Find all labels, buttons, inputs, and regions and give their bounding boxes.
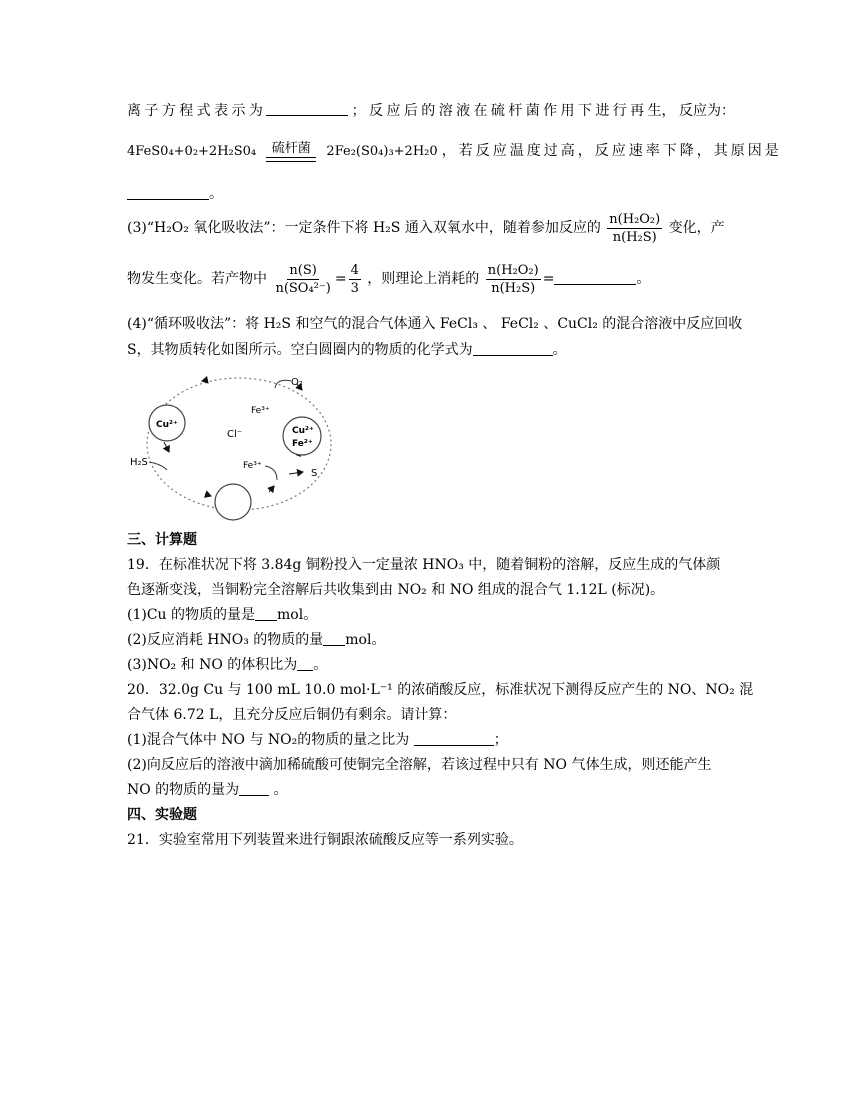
cycle-diagram [127, 370, 342, 522]
equal-bars [266, 157, 316, 162]
punct: 。 [552, 342, 567, 358]
fraction-numerator: n(H₂O₂) [609, 211, 661, 227]
fraction-denominator: n(H₂S) [612, 229, 657, 245]
label-cu2-right: Cu²⁺ [292, 426, 314, 436]
q19-text: (3)NO₂ 和 NO 的体积比为 [127, 657, 298, 673]
punct: 。 [273, 782, 288, 798]
answer-blank[interactable] [323, 631, 345, 646]
answer-blank[interactable] [239, 781, 269, 796]
char: 用 [560, 103, 575, 119]
char: 行 [612, 103, 627, 119]
char: 应 [386, 103, 401, 119]
char: 杆 [508, 103, 523, 119]
char: 进 [595, 103, 610, 119]
q19-text: (1)Cu 的物质的量是 [127, 607, 256, 623]
answer-blank[interactable] [414, 731, 494, 746]
punct: 。 [636, 271, 651, 287]
arrow-left [164, 442, 169, 452]
punct: ； [493, 732, 508, 748]
char: 示 [231, 103, 246, 119]
char: 式 [196, 103, 211, 119]
char: 下 [577, 103, 592, 119]
label-cu2-left: Cu²⁺ [156, 420, 178, 430]
punct: 。 [209, 186, 223, 202]
char: 作 [543, 103, 558, 119]
label-fe3-bottom: Fe³⁺ [243, 461, 262, 471]
blank-circle[interactable] [215, 484, 251, 520]
fraction-h2o2-h2s [607, 211, 662, 246]
char: 的 [421, 103, 436, 119]
answer-blank[interactable] [266, 101, 348, 116]
cu-fe-circle-right [283, 417, 321, 455]
answer-blank[interactable] [297, 656, 313, 671]
q4-line1: (4)“循环吸收法”：将 H₂S 和空气的混合气体通入 FeCl₃ 、 FeCl₂ 、CuCl₂ 的混合溶液中反应回收 [127, 316, 743, 332]
answer-blank[interactable] [255, 606, 277, 621]
char: ； [351, 103, 366, 119]
q3-text: 物发生变化。若产物中 [127, 271, 267, 287]
section-heading: 三、计算题 [127, 532, 197, 548]
arrow-bottom [205, 494, 211, 496]
catalyst-label: 硫杆菌 [271, 141, 311, 156]
fraction-numerator: 4 [350, 262, 359, 278]
fraction-numerator: n(S) [289, 262, 317, 278]
text-line [127, 184, 223, 204]
char: 方 [161, 103, 176, 119]
equation-rhs: 2Fe₂(S0₄)₃+2H₂0 [326, 144, 438, 159]
q20-part1 [127, 730, 508, 750]
label-fe3-top: Fe³⁺ [251, 406, 270, 416]
q20-part2-line1: (2)向反应后的溶液中滴加稀硫酸可使铜完全溶解，若该过程中只有 NO 气体生成，则还能产生 [127, 757, 712, 773]
q20-line2: 合气体 6.72 L，且充分反应后铜仍有剩余。请计算： [127, 707, 457, 723]
label-h2s: H₂S [130, 457, 148, 468]
q20-text: (1)混合气体中 NO 与 NO₂的物质的量之比为 [127, 732, 410, 748]
char: 子 [144, 103, 159, 119]
q21-text: 21．实验室常用下列装置来进行铜跟浓硫酸反应等一系列实验。 [127, 832, 523, 848]
section-heading: 四、实验题 [127, 807, 197, 823]
fraction-denominator: n(SO₄²⁻) [275, 280, 331, 296]
char: 再 [630, 103, 645, 119]
char: 硫 [490, 103, 505, 119]
label-o2: O₂ [291, 377, 303, 388]
equation-tail: ，若反应温度过高，反应速率下降，其原因是 [441, 143, 782, 159]
q19-text: mol。 [345, 632, 386, 648]
q3-text: ，则理论上消耗的 [367, 271, 480, 287]
q20-text: NO 的物质的量为 [127, 782, 240, 798]
q19-part2 [127, 630, 385, 650]
q3-text: 变化，产 [668, 220, 725, 236]
q19-text: (2)反应消耗 HNO₃ 的物质的量 [127, 632, 324, 648]
fraction-s-so4 [273, 262, 332, 297]
char: 液 [456, 103, 471, 119]
reaction-arrow [266, 141, 316, 162]
char: 生， [647, 103, 676, 119]
answer-blank[interactable] [473, 341, 553, 356]
q3-line2: 物发生变化。若产物中 $\frac{n(S)}{\text{n(SO₄²⁻)}}$ = $\frac{4}{3}$ ，则理论上消耗的 $\frac{\text{n(H₂O₂)}}{\text{n(H₂S)}}$ = 。 [127, 262, 651, 296]
label-s: S [311, 468, 318, 479]
char: 离 [127, 103, 141, 119]
char: 为 [248, 103, 263, 119]
char: 溶 [438, 103, 453, 119]
q4-line2 [127, 340, 567, 360]
answer-blank[interactable] [127, 185, 209, 200]
q20-part2-line2 [127, 780, 288, 800]
q19-line2: 色逐渐变浅，当铜粉完全溶解后共收集到由 NO₂ 和 NO 组成的混合气 1.12L (标况)。 [127, 582, 665, 598]
q19-line1: 19．在标准状况下将 3.84g 铜粉投入一定量浓 HNO₃ 中，随着铜粉的溶解，反应生成的气体颜 [127, 557, 721, 573]
char: 反 [369, 103, 384, 119]
answer-blank[interactable] [554, 270, 636, 285]
label-cl: Cl⁻ [227, 429, 243, 440]
char: 在 [473, 103, 488, 119]
char: 表 [214, 103, 229, 119]
q19-part1 [127, 605, 317, 625]
fraction-4-3 [349, 262, 361, 297]
char: 程 [179, 103, 194, 119]
equation-line [127, 133, 782, 170]
q3-line1 [127, 208, 725, 248]
char: 反应为： [678, 103, 735, 119]
fraction-denominator: n(H₂S) [491, 280, 536, 296]
q4-text: S，其物质转化如图所示。空白圆圈内的物质的化学式为 [127, 342, 473, 358]
char: 菌 [525, 103, 540, 119]
q19-part3 [127, 655, 327, 675]
q3-text: (3)“H₂O₂ 氧化吸收法”：一定条件下将 H₂S 通入双氧水中，随着参加反应的 [127, 220, 601, 236]
arrow-top [202, 380, 207, 381]
label-fe2-right: Fe²⁺ [292, 439, 313, 449]
q19-text: 。 [313, 657, 328, 673]
fraction-denominator: 3 [350, 280, 359, 296]
fraction-numerator: n(H₂O₂) [487, 262, 539, 278]
char: 后 [403, 103, 418, 119]
arrow-bottom-right [269, 486, 274, 492]
q20-line1: 20．32.0g Cu 与 100 mL 10.0 mol·L⁻¹ 的浓硝酸反应，标准状况下测得反应产生的 NO、NO₂ 混 [127, 682, 754, 698]
fraction-h2o2-h2s [486, 262, 541, 297]
equation-lhs: 4FeS0₄+0₂+2H₂S0₄ [127, 144, 257, 159]
text-line [127, 101, 735, 121]
q19-text: mol。 [277, 607, 318, 623]
